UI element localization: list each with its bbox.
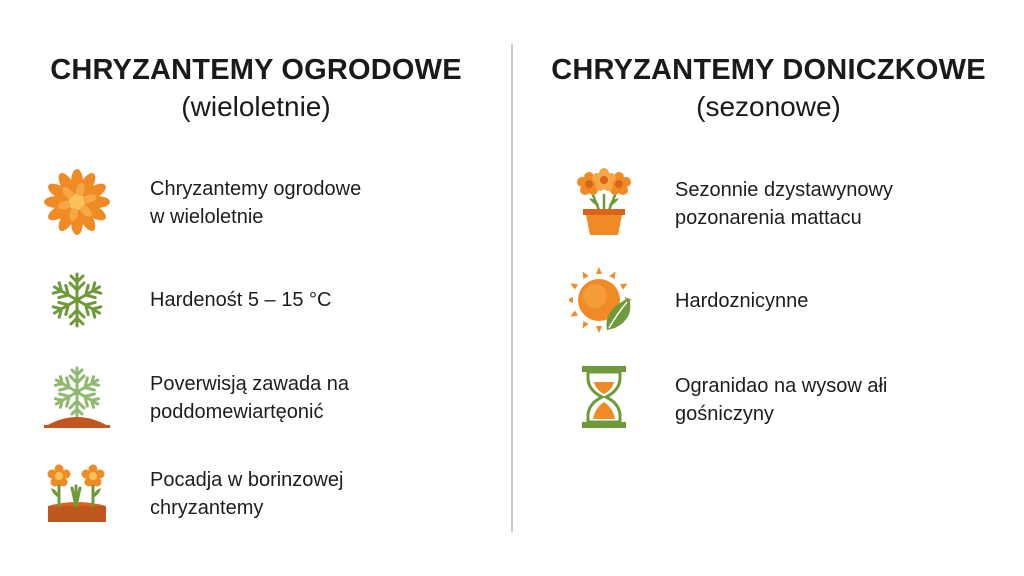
left-item-4-line2: chryzantemy	[150, 497, 264, 519]
left-item-2-line1: Hardenośt 5 – 15 °C	[150, 289, 332, 311]
left-title: CHRYZANTEMY OGRODOWE	[50, 54, 462, 86]
right-item-1-line1: Sezonnie dzystawynowy	[675, 179, 893, 201]
right-item-3-line1: Ogranidao na wysow ałi	[675, 375, 888, 397]
right-title: CHRYZANTEMY DONICZKOWE	[551, 54, 986, 86]
left-item-4-text	[150, 466, 343, 522]
left-item-3-line1: Poverwisją zawada na	[150, 373, 349, 395]
left-item-2-text	[150, 286, 331, 314]
right-item-2-line1: Hardoznicynne	[675, 290, 809, 312]
right-item-3-line2: gośniczyny	[675, 403, 774, 425]
right-item-1-line2: pozonarenia mattacu	[675, 207, 862, 229]
right-item-1-text	[675, 176, 893, 232]
left-item-3-text	[150, 370, 349, 426]
right-item-2-text	[675, 287, 808, 315]
flower-icon	[42, 167, 112, 237]
flower-bed-icon	[42, 458, 112, 528]
left-item-3-line2: poddomewiartęonić	[150, 401, 324, 423]
potted-flower-icon	[569, 166, 639, 236]
frost-soil-icon	[42, 362, 112, 432]
left-item-1-line2: w wieloletnie	[150, 206, 264, 228]
left-item-1-line1: Chryzantemy ogrodowe	[150, 178, 362, 200]
left-item-1-text	[150, 175, 361, 231]
left-heading	[0, 52, 512, 126]
left-subtitle: (wieloletnie)	[181, 91, 331, 122]
left-item-4-line1: Pocadja w borinzowej	[150, 469, 344, 491]
right-subtitle: (sezonowe)	[696, 91, 841, 122]
snowflake-icon	[42, 265, 112, 335]
right-item-3-text	[675, 372, 887, 428]
sun-leaf-icon	[569, 266, 639, 336]
right-heading	[513, 52, 1024, 126]
hourglass-icon	[569, 364, 639, 434]
potted-chrysanthemums-column	[513, 0, 1024, 576]
